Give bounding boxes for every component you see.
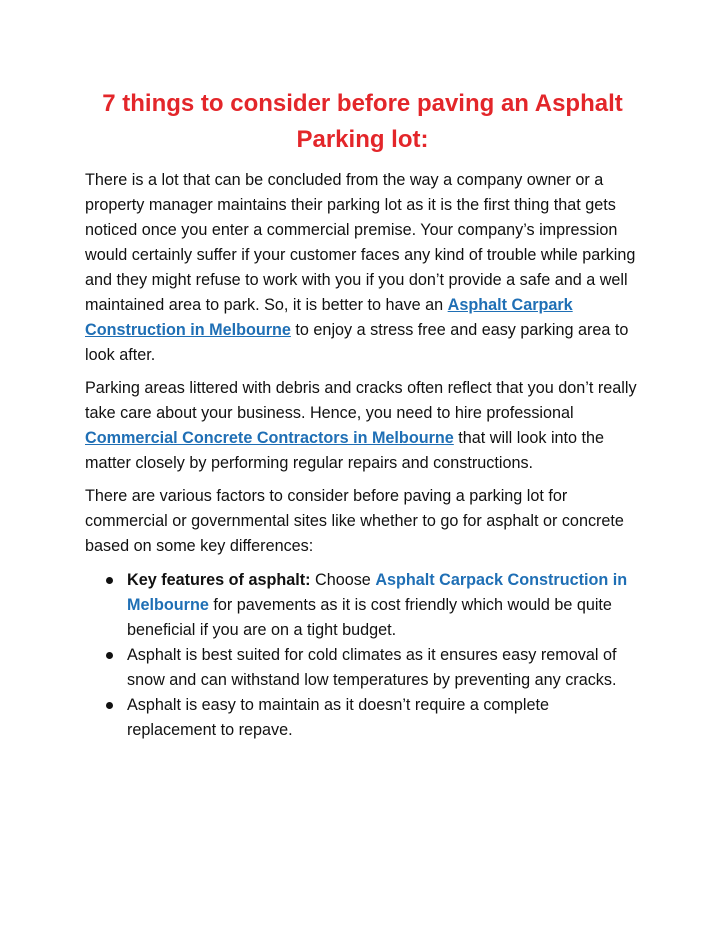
title-line-2: Parking lot: <box>296 126 429 153</box>
paragraph-2-text-before: Parking areas littered with debris and cracks often reflect that you don’t really take care about your business. Hence, you need to hire professional <box>85 379 637 422</box>
list-item <box>85 643 640 693</box>
list-item-2-text: Asphalt is best suited for cold climates as it ensures easy removal of snow and can withstand low temperatures by preventing any cracks. <box>127 646 617 689</box>
list-item-3-text: Asphalt is easy to maintain as it doesn’t require a complete replacement to repave. <box>127 696 549 739</box>
bullet-icon <box>106 577 113 584</box>
key-features-list <box>85 568 640 743</box>
paragraph-1-text-after: to enjoy a stress free and easy parking area to look after. <box>85 321 629 364</box>
document-title <box>85 86 640 158</box>
paragraph-2 <box>85 376 640 476</box>
list-item-1-strong: Key features of asphalt: <box>127 571 311 589</box>
list-item <box>85 568 640 643</box>
paragraph-1-text-before: There is a lot that can be concluded from the way a company owner or a property manager maintains their parking lot as it is the first thing that gets noticed once you enter a commercial premise. Your company’s impression would certainly suffer if your customer faces any kind of trouble while parking and they might refuse to work with you if you don’t provide a safe and a well maintained area to park. So, it is better to have an <box>85 171 636 314</box>
asphalt-carpark-link[interactable]: Asphalt Carpark Construction in Melbourne <box>85 296 573 339</box>
bullet-icon <box>106 652 113 659</box>
commercial-concrete-link[interactable]: Commercial Concrete Contractors in Melbourne <box>85 429 454 447</box>
paragraph-3 <box>85 484 640 559</box>
asphalt-carpack-highlight: Asphalt Carpack Construction in Melbourne <box>127 571 628 614</box>
list-item-1-text-before: Choose <box>310 571 376 589</box>
list-item-1-text-after: for pavements as it is cost friendly which would be quite beneficial if you are on a tight budget. <box>127 596 612 639</box>
paragraph-1 <box>85 168 640 368</box>
document-page <box>85 86 640 743</box>
list-item <box>85 693 640 743</box>
paragraph-2-text-after: that will look into the matter closely by performing regular repairs and constructions. <box>85 429 605 472</box>
paragraph-3-text: There are various factors to consider before paving a parking lot for commercial or governmental sites like whether to go for asphalt or concrete based on some key differences: <box>85 487 624 555</box>
bullet-icon <box>106 702 113 709</box>
title-line-1: 7 things to consider before paving an Asphalt <box>102 90 623 117</box>
